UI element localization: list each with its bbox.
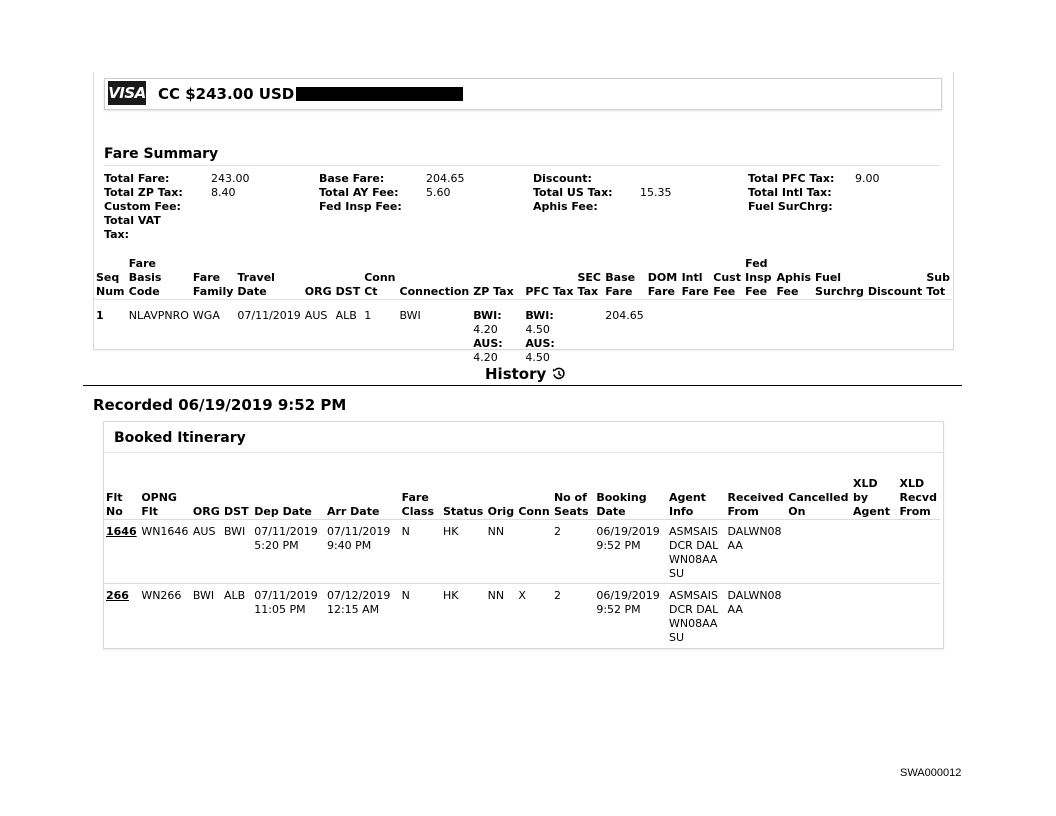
col-zp-tax: ZP Tax — [473, 284, 514, 298]
payment-amount: CC $243.00 USD — [158, 85, 295, 103]
col-intl-fare: Intl Fare — [681, 270, 709, 298]
total-fare-label: Total Fare: — [104, 172, 170, 185]
org: BWI — [192, 589, 215, 602]
booking-time-value: 9:52 PM — [596, 603, 641, 616]
arr-date-value: 07/12/2019 — [326, 589, 391, 602]
total-us-tax-label: Total US Tax: — [533, 186, 613, 199]
fed-insp-fee-label: Fed Insp Fee: — [319, 200, 402, 213]
aphis-fee-label: Aphis Fee: — [533, 200, 598, 213]
org: AUS — [192, 525, 216, 538]
agent-info-line: DCR DAL — [669, 539, 719, 552]
received-from-line: DALWN08 — [727, 525, 782, 538]
col-pfc-tax: PFC Tax — [525, 284, 574, 298]
fare-row — [94, 309, 952, 365]
booking-date-value: 06/19/2019 — [596, 525, 660, 538]
zp-tax-amount: 4.20 — [473, 323, 498, 336]
orig: NN — [487, 589, 505, 602]
agent-info — [667, 525, 726, 583]
col-aphis-fee: Aphis Fee — [776, 270, 812, 298]
col-connection: Connection — [399, 284, 470, 298]
col-xld-recvd-from: XLD Recvd From — [899, 476, 937, 518]
col-seq-num: Seq Num — [96, 270, 125, 298]
conn-ct: 1 — [364, 309, 372, 322]
pfc-tax — [523, 309, 575, 365]
agent-info-line: ASMSAIS — [669, 589, 718, 602]
dep-date-value: 07/11/2019 — [254, 589, 318, 602]
total-ay-fee-value: 5.60 — [426, 186, 451, 199]
col-sub-tot: Sub Tot — [926, 270, 950, 298]
pfc-tax-amount: 4.50 — [525, 351, 550, 364]
travel-date: 07/11/2019 — [237, 309, 301, 322]
pfc-tax-code: BWI: — [525, 309, 554, 322]
total-zp-tax-value: 8.40 — [211, 186, 236, 199]
pfc-tax-code: AUS: — [525, 337, 555, 350]
col-no-of-seats: No of Seats — [553, 490, 589, 518]
total-intl-tax-label: Total Intl Tax: — [748, 186, 832, 199]
booking-date — [594, 525, 667, 583]
dep-date — [252, 589, 325, 647]
agent-info-line: WN08AA — [669, 553, 718, 566]
col-opng-flt: OPNG Flt — [141, 490, 177, 518]
col-dst: DST — [335, 284, 361, 298]
arr-time-value: 9:40 PM — [326, 539, 372, 552]
arr-date-value: 07/11/2019 — [326, 525, 391, 538]
history-heading — [485, 365, 566, 385]
received-from-line: AA — [727, 603, 743, 616]
no-of-seats: 2 — [553, 525, 561, 538]
received-from — [726, 589, 787, 647]
fare-family: WGA — [192, 309, 220, 322]
agent-info-line: SU — [669, 631, 685, 644]
total-ay-fee-label: Total AY Fee: — [319, 186, 399, 199]
col-fare-class: Fare Class — [401, 490, 434, 518]
col-dst: DST — [224, 504, 249, 518]
col-travel-date: Travel Date — [237, 270, 275, 298]
visa-logo: VISA — [108, 81, 146, 105]
agent-info-line: ASMSAIS — [669, 525, 718, 538]
total-pfc-tax-value: 9.00 — [855, 172, 880, 185]
col-booking-date: Booking Date — [596, 490, 647, 518]
itinerary-row — [104, 589, 940, 647]
total-us-tax-value: 15.35 — [640, 186, 672, 199]
dep-time-value: 5:20 PM — [254, 539, 299, 552]
received-from-line: DALWN08 — [727, 589, 782, 602]
fuel-surchrg-label: Fuel SurChrg: — [748, 200, 833, 213]
booking-date — [594, 589, 667, 647]
col-received-from: Received From — [727, 490, 784, 518]
col-fare-basis-code: Fare Basis Code — [128, 256, 162, 298]
received-from — [726, 525, 787, 583]
dep-date — [252, 525, 325, 583]
opng-flt: WN266 — [141, 589, 182, 602]
received-from-line: AA — [727, 539, 743, 552]
history-title: History — [485, 365, 547, 383]
pfc-tax-amount: 4.50 — [525, 323, 550, 336]
connection: BWI — [399, 309, 421, 322]
col-base-fare: Base Fare — [605, 270, 636, 298]
dep-date-value: 07/11/2019 — [254, 525, 318, 538]
arr-time-value: 12:15 AM — [326, 603, 380, 616]
flight-number-link[interactable]: 1646 — [106, 525, 137, 538]
fare-summary-title: Fare Summary — [104, 146, 219, 162]
seq-num: 1 — [96, 309, 104, 322]
fare-detail-table — [94, 255, 952, 365]
col-dep-date: Dep Date — [254, 504, 312, 518]
status: HK — [443, 525, 459, 538]
status: HK — [443, 589, 459, 602]
col-status: Status — [443, 504, 484, 518]
dst: BWI — [224, 525, 246, 538]
col-orig: Orig — [487, 504, 515, 518]
history-divider — [83, 385, 962, 386]
booking-date-value: 06/19/2019 — [596, 589, 660, 602]
agent-info-line: WN08AA — [669, 617, 718, 630]
zp-tax-code: BWI: — [473, 309, 502, 322]
recorded-timestamp: Recorded 06/19/2019 9:52 PM — [93, 396, 347, 414]
base-fare-value: 204.65 — [426, 172, 465, 185]
base-fare: 204.65 — [605, 309, 644, 322]
discount-label: Discount: — [533, 172, 592, 185]
base-fare-label: Base Fare: — [319, 172, 385, 185]
sec-tax — [576, 309, 604, 365]
zp-tax — [471, 309, 523, 365]
col-org: ORG — [304, 284, 332, 298]
bates-number: SWA000012 — [900, 767, 962, 779]
zp-tax-amount: 4.20 — [473, 351, 498, 364]
col-sec-tax: SEC Tax — [577, 270, 602, 298]
custom-fee-label: Custom Fee: — [104, 200, 181, 213]
dst: ALB — [224, 589, 246, 602]
zp-tax-code: AUS: — [473, 337, 503, 350]
total-vat-tax-label: Total VAT Tax: — [104, 214, 161, 241]
org: AUS — [304, 309, 328, 322]
col-fed-insp-fee: Fed Insp Fee — [745, 256, 772, 298]
booked-itinerary-title: Booked Itinerary — [114, 430, 246, 446]
fare-summary-divider — [104, 165, 940, 166]
fare-class: N — [401, 525, 410, 538]
dst: ALB — [335, 309, 357, 322]
col-fuel-surchrg: Fuel Surchrg — [815, 270, 864, 298]
arr-date — [325, 589, 400, 647]
opng-flt: WN1646 — [141, 525, 189, 538]
dep-time-value: 11:05 PM — [254, 603, 306, 616]
no-of-seats: 2 — [553, 589, 561, 602]
agent-info-line: DCR DAL — [669, 603, 719, 616]
col-org: ORG — [192, 504, 220, 518]
arr-date — [325, 525, 400, 583]
col-cust-fee: Cust Fee — [713, 270, 741, 298]
flight-number-link[interactable]: 266 — [106, 589, 129, 602]
orig: NN — [487, 525, 505, 538]
col-agent-info: Agent Info — [669, 490, 706, 518]
col-conn: Conn — [518, 504, 550, 518]
col-cancelled-on: Cancelled On — [788, 490, 849, 518]
itinerary-row — [104, 525, 940, 583]
booking-time-value: 9:52 PM — [596, 539, 641, 552]
itinerary-title-divider — [104, 452, 942, 453]
col-discount: Discount — [867, 284, 923, 298]
col-dom-fare: DOM Fare — [647, 270, 678, 298]
conn — [516, 525, 552, 583]
agent-info — [667, 589, 726, 647]
col-fare-family: Fare Family — [192, 270, 234, 298]
conn: X — [518, 589, 526, 602]
total-fare-value: 243.00 — [211, 172, 250, 185]
col-arr-date: Arr Date — [326, 504, 380, 518]
col-flt-no: Flt No — [106, 490, 123, 518]
fare-class: N — [401, 589, 410, 602]
col-conn-ct: Conn Ct — [364, 270, 396, 298]
history-icon[interactable] — [552, 367, 566, 385]
col-xld-by-agent: XLD by Agent — [853, 476, 890, 518]
total-pfc-tax-label: Total PFC Tax: — [748, 172, 835, 185]
fare-basis-code: NLAVPNRO — [128, 309, 189, 322]
itinerary-table — [104, 475, 940, 647]
agent-info-line: SU — [669, 567, 685, 580]
total-zp-tax-label: Total ZP Tax: — [104, 186, 183, 199]
redacted-card-number — [296, 87, 463, 101]
